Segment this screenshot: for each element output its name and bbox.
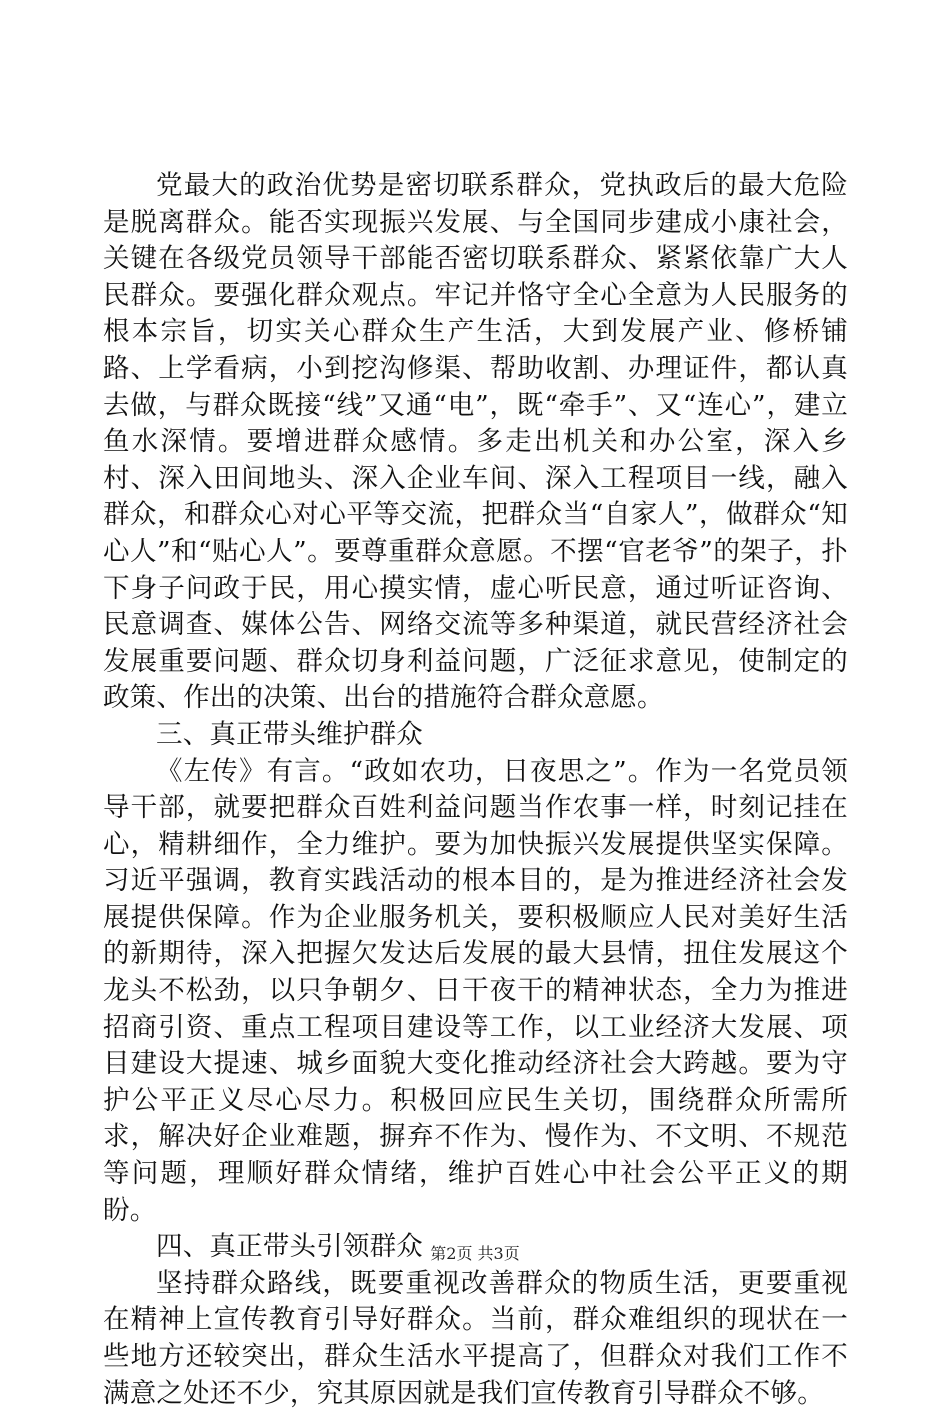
page-footer (0, 1244, 950, 1264)
section-heading-4: 四、真正带头引领群众 (156, 1231, 423, 1263)
section-heading-3: 三、真正带头维护群众 (156, 718, 423, 750)
page-number-label: 第2页 共3页 (430, 1244, 520, 1263)
body-paragraph-2: 《左传》有言。“政如农功，日夜思之”。作为一名党员领导干部，就要把群众百姓利益问题当作农事一样，时刻记挂在心，精耕细作，全力维护。要为加快振兴发展提供坚实保障。习近平强调，教育实践活动的根本目的，是为推进经济社会发展提供保障。作为企业服务机关，要积极顺应人民对美好生活的新期待，深入把握欠发达后发展的最大县情，扭住发展这个龙头不松劲，以只争朝夕、日干夜干的精神状态，全力为推进招商引资、重点工程项目建设等工作，以工业经济大发展、项目建设大提速、城乡面貌大变化推动经济社会大跨越。要为守护公平正义尽心尽力。积极回应民生关切，围绕群众所需所求，解决好企业难题，摒弃不作为、慢作为、不文明、不规范等问题，理顺好群众情绪，维护百姓心中社会公平正义的期盼。 (103, 755, 848, 1226)
body-paragraph-1: 党最大的政治优势是密切联系群众，党执政后的最大危险是脱离群众。能否实现振兴发展、与全国同步建成小康社会，关键在各级党员领导干部能否密切联系群众、紧紧依靠广大人民群众。要强化群众观点。牢记并恪守全心全意为人民服务的根本宗旨，切实关心群众生产生活，大到发展产业、修桥铺路、上学看病，小到挖沟修渠、帮助收割、办理证件，都认真去做，与群众既接“线”又通“电”，既“牵手”、又“连心”，建立鱼水深情。要增进群众感情。多走出机关和办公室，深入乡村、深入田间地头、深入企业车间、深入工程项目一线，融入群众，和群众心对心平等交流，把群众当“自家人”，做群众“知心人”和“贴心人”。要尊重群众意愿。不摆“官老爷”的架子，扑下身子问政于民，用心摸实情，虚心听民意，通过听证咨询、民意调查、媒体公告、网络交流等多种渠道，就民营经济社会发展重要问题、群众切身利益问题，广泛征求意见，使制定的政策、作出的决策、出台的措施符合群众意愿。 (103, 170, 848, 714)
body-paragraph-3: 坚持群众路线，既要重视改善群众的物质生活，更要重视在精神上宣传教育引导好群众。当前，群众难组织的现状在一些地方还较突出，群众生活水平提高了，但群众对我们工作不满意之处还不少，究其原因就是我们宣传教育引导群众不够。 (103, 1267, 848, 1409)
document-body (103, 168, 848, 1412)
